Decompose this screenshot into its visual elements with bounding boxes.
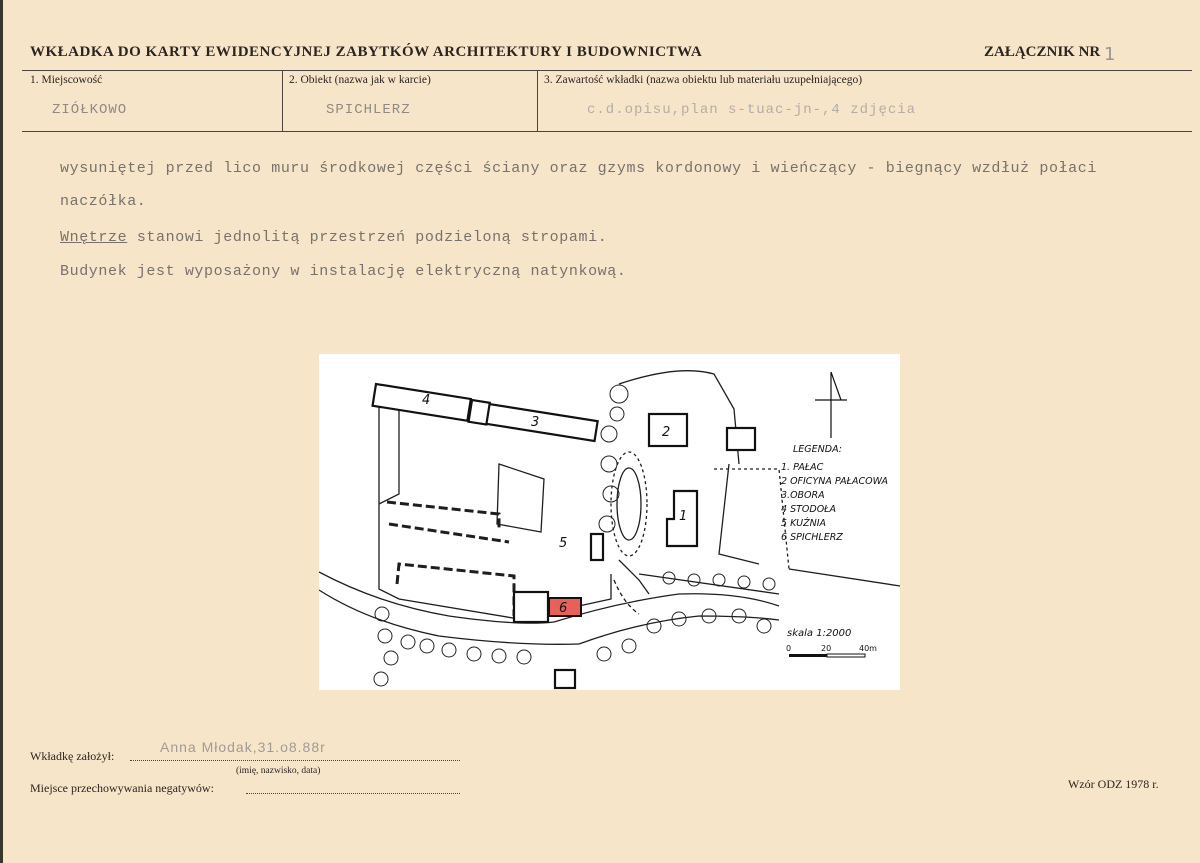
description-line: wysuniętej przed lico muru środkowej części ściany oraz gzyms kordonowy i wieńczący - biegnący wzdłuż połaci [60,160,1097,177]
building-3 [486,404,598,441]
outbuilding [514,592,548,622]
building-number: 2 [662,425,671,440]
scale-label: skala 1:2000 [787,628,852,639]
path-line [614,580,639,614]
form-code: Wzór ODZ 1978 r. [1068,777,1159,791]
description-line: Budynek jest wyposażony w instalację elektryczną natynkową. [60,263,627,280]
created-by-label: Wkładkę założył: [30,749,115,763]
scale-segment [827,654,865,657]
object-label: 2. Obiekt (nazwa jak w karcie) [289,74,431,86]
building-number: 1 [679,509,688,524]
scale-tick: 20 [821,644,832,653]
legend-item: 6 SPICHLERZ [781,532,843,543]
annex-number: 1 [1104,44,1116,65]
scale-tick: 40m [859,644,877,653]
building-number: 5 [559,536,568,551]
legend-item: 1. PAŁAC [781,462,824,473]
created-by-hint: (imię, nazwisko, data) [236,766,321,776]
road-edge [554,594,779,622]
description-line: naczółka. [60,193,147,210]
building-number: 3 [531,415,540,430]
contents-label: 3. Zawartość wkładki (nazwa obiektu lub materiału uzupełniającego) [544,74,863,86]
scale-bar [786,628,877,657]
site-plan [319,354,900,690]
scale-segment [789,654,827,657]
scale-tick: 0 [786,644,792,653]
dashed-wall [389,524,509,542]
building-connector [469,400,490,425]
fence-line [639,574,779,594]
location-value: ZIÓŁKOWO [52,102,128,118]
map-legend [781,444,888,543]
negatives-label: Miejsce przechowywania negatywów: [30,781,214,795]
contents-value: c.d.opisu,plan s-tuac-jn-,4 zdjęcia [587,102,917,118]
annex-label: ZAŁĄCZNIK NR [984,44,1101,60]
building-number: 4 [422,393,431,408]
legend-title: LEGENDA: [793,444,842,455]
page-edge [0,0,3,863]
legend-item: 3.OBORA [781,490,825,501]
legend-item: 4 STODOŁA [781,504,837,515]
site-plan-drawing [319,354,900,690]
field-divider [282,70,283,131]
building-5 [591,534,603,560]
road-edge [579,616,779,644]
description-line [60,229,607,246]
park-boundary [714,469,789,569]
building-number: 6 [559,601,568,616]
created-by-line [130,760,460,761]
outbuilding [555,670,575,688]
inner-plot [497,464,544,532]
location-label: 1. Miejscowość [30,74,103,86]
header-rule-bottom [22,131,1192,132]
outbuilding [727,428,755,450]
park-boundary [719,464,759,564]
created-by-value: Anna Młodak,31.o8.88r [160,739,326,755]
object-value: SPICHLERZ [326,102,411,118]
interior-text: stanowi jednolitą przestrzeń podzieloną stropami. [127,229,608,246]
document-title: WKŁADKA DO KARTY EWIDENCYJNEJ ZABYTKÓW ARCHITEKTURY I BUDOWNICTWA [30,44,703,60]
legend-item: 5 KUŹNIA [781,518,826,529]
interior-heading: Wnętrze [60,229,128,246]
park-boundary [789,569,900,586]
path-line [619,560,649,594]
garden-oval [617,468,641,540]
header-rule-top [22,70,1192,71]
north-arrow [815,372,847,438]
field-divider [537,70,538,131]
negatives-line [246,793,460,794]
legend-item: 2 OFICYNA PAŁACOWA [781,476,888,487]
